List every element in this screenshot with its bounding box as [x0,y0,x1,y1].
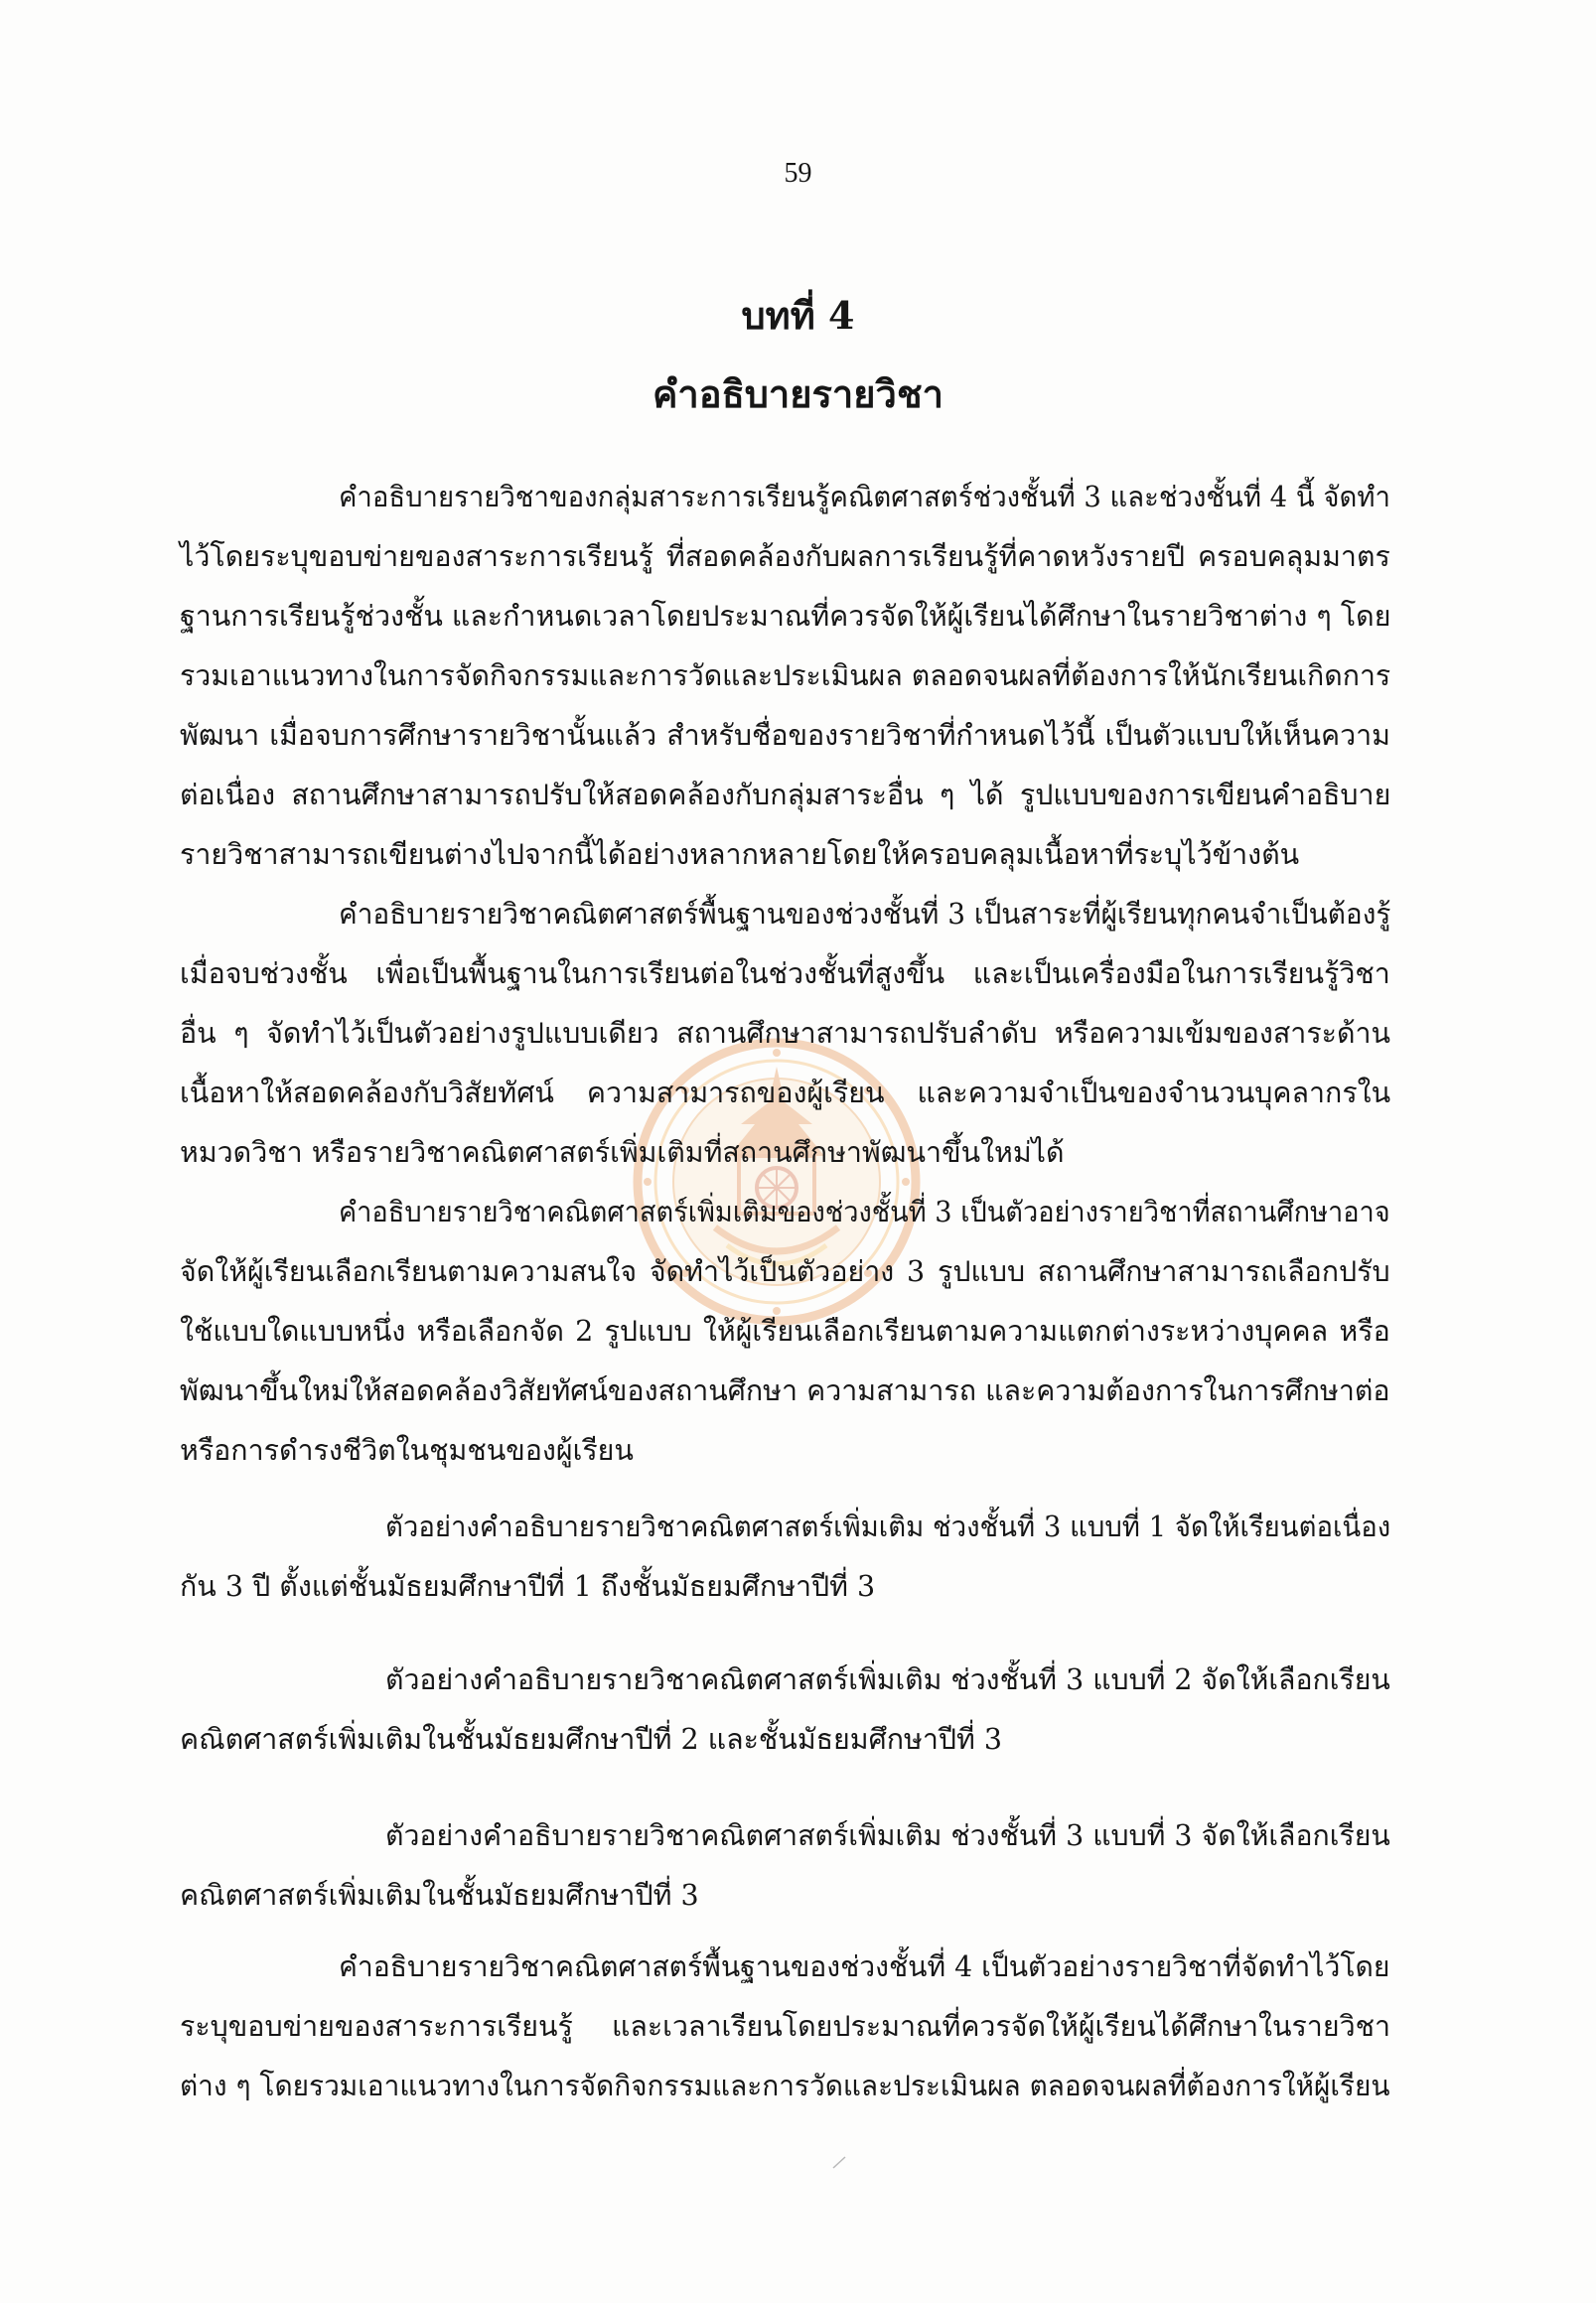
paragraph-line: คำอธิบายรายวิชาคณิตศาสตร์พื้นฐานของช่วงชั้นที่ 3 เป็นสาระที่ผู้เรียนทุกคนจำเป็นต้องรู้ [339,897,1391,931]
paragraph-line: ใช้แบบใดแบบหนึ่ง หรือเลือกจัด 2 รูปแบบ ให้ผู้เรียนเลือกเรียนตามความแตกต่างระหว่างบุคคล หรือ [180,1314,1390,1348]
paragraph-line: เนื้อหาให้สอดคล้องกับวิสัยทัศน์ ความสามารถของผู้เรียน และความจำเป็นของจำนวนบุคลากรใน [180,1076,1391,1109]
paragraph-line: ระบุขอบข่ายของสาระการเรียนรู้ และเวลาเรียนโดยประมาณที่ควรจัดให้ผู้เรียนได้ศึกษาในรายวิชา [180,2009,1391,2043]
paragraph-line: ไว้โดยระบุขอบข่ายของสาระการเรียนรู้ ที่สอดคล้องกับผลการเรียนรู้ที่คาดหวังรายปี ครอบคลุมมาตร [180,539,1390,573]
paragraph-line: หมวดวิชา หรือรายวิชาคณิตศาสตร์เพิ่มเติมที่สถานศึกษาพัฒนาขึ้นใหม่ได้ [180,1135,1065,1169]
paragraph-line: คณิตศาสตร์เพิ่มเติมในชั้นมัธยมศึกษาปีที่ 3 [180,1878,699,1912]
paragraph [180,1497,1390,1616]
paragraph-line: กัน 3 ปี ตั้งแต่ชั้นมัธยมศึกษาปีที่ 1 ถึงชั้นมัธยมศึกษาปีที่ 3 [180,1569,876,1603]
chapter-label: บทที่ 4 [741,293,855,338]
paragraph-line: รวมเอาแนวทางในการจัดกิจกรรมและการวัดและประเมินผล ตลอดจนผลที่ต้องการให้นักเรียนเกิดการ [180,658,1391,692]
paragraph [180,1650,1390,1769]
paragraph-line: เมื่อจบช่วงชั้น เพื่อเป็นพื้นฐานในการเรียนต่อในช่วงชั้นที่สูงขึ้น และเป็นเครื่องมือในการเรียนรู้วิชา [180,956,1390,990]
paragraph-line: พัฒนาขึ้นใหม่ให้สอดคล้องวิสัยทัศน์ของสถานศึกษา ความสามารถ และความต้องการในการศึกษาต่อ [180,1373,1390,1407]
paragraph [180,1937,1390,2115]
paragraph-line: คำอธิบายรายวิชาคณิตศาสตร์เพิ่มเติมของช่วงชั้นที่ 3 เป็นตัวอย่างรายวิชาที่สถานศึกษาอาจ [339,1195,1390,1228]
paragraph-line: คำอธิบายรายวิชาของกลุ่มสาระการเรียนรู้คณิตศาสตร์ช่วงชั้นที่ 3 และช่วงชั้นที่ 4 นี้ จัดทำ [339,480,1390,513]
paragraph-line: จัดให้ผู้เรียนเลือกเรียนตามความสนใจ จัดทำไว้เป็นตัวอย่าง 3 รูปแบบ สถานศึกษาสามารถเลือกปรับ [180,1254,1390,1288]
paragraph-line: หรือการดำรงชีวิตในชุมชนของผู้เรียน [180,1433,634,1467]
paragraph-line: ฐานการเรียนรู้ช่วงชั้น และกำหนดเวลาโดยประมาณที่ควรจัดให้ผู้เรียนได้ศึกษาในรายวิชาต่าง ๆ โดย [180,599,1391,633]
paragraph-line: พัฒนา เมื่อจบการศึกษารายวิชานั้นแล้ว สำหรับชื่อของรายวิชาที่กำหนดไว้นี้ เป็นตัวแบบให้เห็นความ [180,718,1391,752]
paragraph [180,884,1390,1182]
paragraph-line: อื่น ๆ จัดทำไว้เป็นตัวอย่างรูปแบบเดียว สถานศึกษาสามารถปรับลำดับ หรือความเข้มของสาระด้าน [180,1016,1391,1050]
paragraph-line: ต่าง ๆ โดยรวมเอาแนวทางในการจัดกิจกรรมและการวัดและประเมินผล ตลอดจนผลที่ต้องการให้ผู้เรียน [180,2069,1390,2102]
paragraph-line: ต่อเนื่อง สถานศึกษาสามารถปรับให้สอดคล้องกับกลุ่มสาระอื่น ๆ ได้ รูปแบบของการเขียนคำอธิบาย [180,778,1391,811]
paragraph-line: รายวิชาสามารถเขียนต่างไปจากนี้ได้อย่างหลากหลายโดยให้ครอบคลุมเนื้อหาที่ระบุไว้ข้างต้น [180,837,1300,871]
page-number: 59 [784,158,812,189]
paragraph-line: คณิตศาสตร์เพิ่มเติมในชั้นมัธยมศึกษาปีที่ 2 และชั้นมัธยมศึกษาปีที่ 3 [180,1722,1003,1756]
paragraph-line: ตัวอย่างคำอธิบายรายวิชาคณิตศาสตร์เพิ่มเติม ช่วงชั้นที่ 3 แบบที่ 1 จัดให้เรียนต่อเนื่อง [385,1510,1391,1543]
paragraph-line: คำอธิบายรายวิชาคณิตศาสตร์พื้นฐานของช่วงชั้นที่ 4 เป็นตัวอย่างรายวิชาที่จัดทำไว้โดย [339,1949,1390,1983]
paragraph [180,467,1390,884]
paragraph [180,1805,1390,1925]
paragraph-line: ตัวอย่างคำอธิบายรายวิชาคณิตศาสตร์เพิ่มเติม ช่วงชั้นที่ 3 แบบที่ 3 จัดให้เลือกเรียน [385,1818,1390,1852]
paragraph-line: ตัวอย่างคำอธิบายรายวิชาคณิตศาสตร์เพิ่มเติม ช่วงชั้นที่ 3 แบบที่ 2 จัดให้เลือกเรียน [385,1662,1390,1696]
body-text [180,467,1390,2115]
paragraph [180,1182,1390,1480]
scan-mark [830,2153,848,2171]
chapter-title: คำอธิบายรายวิชา [653,371,943,416]
